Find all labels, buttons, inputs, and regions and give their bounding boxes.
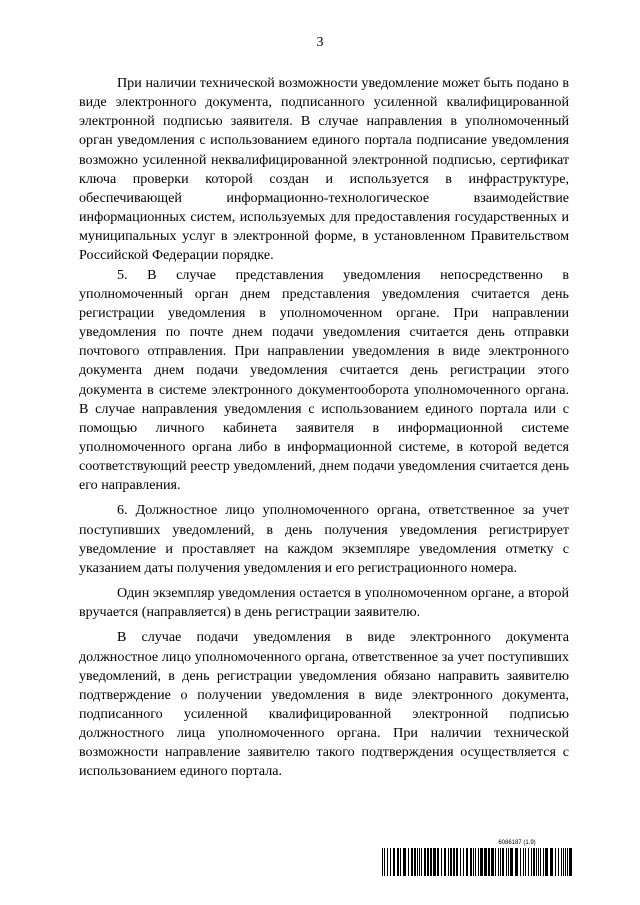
barcode-bar bbox=[528, 848, 529, 876]
barcode-bar bbox=[478, 848, 479, 876]
barcode-bar bbox=[488, 848, 490, 876]
barcode-bar bbox=[555, 848, 556, 876]
barcode-bar bbox=[561, 848, 562, 876]
barcode-bar bbox=[502, 848, 504, 876]
barcode-bar bbox=[538, 848, 539, 876]
paragraph-copy-delivery: Один экземпляр уведомления остается в уполномоченном органе, а второй вручается (направляется) в день регистрации заявителю. bbox=[79, 585, 569, 621]
barcode-bar bbox=[466, 848, 468, 876]
barcode-bar bbox=[421, 848, 422, 876]
barcode-bar bbox=[480, 848, 483, 876]
barcode-bar bbox=[453, 848, 455, 876]
barcode-bar bbox=[430, 848, 432, 876]
barcode-bar bbox=[484, 848, 487, 876]
barcode-bar bbox=[515, 848, 518, 876]
barcode-bar bbox=[384, 848, 385, 876]
barcode-bar bbox=[500, 848, 501, 876]
barcode-bar bbox=[491, 848, 494, 876]
barcode-icon bbox=[382, 848, 572, 876]
barcode-bar bbox=[545, 848, 548, 876]
barcode-bar bbox=[536, 848, 537, 876]
barcode-bar bbox=[460, 848, 461, 876]
barcode-bar bbox=[550, 848, 553, 876]
barcode-bar bbox=[473, 848, 474, 876]
barcode-bar bbox=[441, 848, 442, 876]
barcode-bar bbox=[444, 848, 446, 876]
barcode-bar bbox=[419, 848, 420, 876]
barcode-bar bbox=[437, 848, 439, 876]
barcode-bar bbox=[533, 848, 535, 876]
barcode-bar bbox=[456, 848, 458, 876]
barcode-bar bbox=[569, 848, 572, 876]
paragraph-electronic-confirmation: В случае подачи уведомления в виде электронного документа должностное лицо уполномоченного органа, ответственное за учет поступивших уведомлений, в день регистрации уведомления обязано направить заявителю подтверждение о получении уведомления в виде электронного документа, подписанного усиленной квалифицированной электронной подписью должностного лица уполномоченного органа. При наличии технической возможности направление заявителю такого подтверждения осуществляется с использованием единого портала. bbox=[79, 629, 569, 780]
barcode-bar bbox=[510, 848, 513, 876]
document-code: 6086187 (1.9) bbox=[498, 840, 536, 846]
barcode-bar bbox=[393, 848, 395, 876]
barcode-bar bbox=[382, 848, 383, 876]
barcode-bar bbox=[417, 848, 418, 876]
barcode-bar bbox=[397, 848, 399, 876]
barcode-bar bbox=[543, 848, 544, 876]
barcode-bar bbox=[450, 848, 452, 876]
barcode-bar bbox=[563, 848, 564, 876]
paragraph-item-5: 5. В случае представления уведомления непосредственно в уполномоченный орган днем представления уведомления считается день регистрации уведомления в уполномоченном органе. При направлении уведомления по почте днем подачи уведомления считается день отправки почтового отправления. При направлении уведомления в виде электронного документа днем подачи уведомления считается день регистрации этого документа в системе электронного документооборота уполномоченного органа. В случае направления уведомления с использованием единого портала или с помощью личного кабинета заявителя в информационной системе уполномоченного органа либо в информационной системе, в которой ведется соответствующий реестр уведомлений, днем подачи уведомления считается день его направления. bbox=[79, 266, 569, 494]
barcode-bar bbox=[508, 848, 509, 876]
barcode-bar bbox=[498, 848, 499, 876]
barcode-bar bbox=[565, 848, 566, 876]
barcode-bar bbox=[427, 848, 429, 876]
barcode-bar bbox=[387, 848, 388, 876]
page-number: 3 bbox=[316, 35, 324, 50]
barcode-bar bbox=[403, 848, 406, 876]
barcode-bar bbox=[470, 848, 472, 876]
barcode-bar bbox=[411, 848, 413, 876]
barcode-bar bbox=[424, 848, 426, 876]
barcode-bar bbox=[448, 848, 449, 876]
document-body bbox=[79, 74, 569, 782]
barcode-bar bbox=[558, 848, 559, 876]
barcode-bar bbox=[495, 848, 496, 876]
barcode-bar bbox=[520, 848, 521, 876]
barcode-bar bbox=[506, 848, 507, 876]
barcode-bar bbox=[433, 848, 436, 876]
barcode-bar bbox=[390, 848, 391, 876]
barcode-bar bbox=[523, 848, 524, 876]
barcode-bar bbox=[525, 848, 526, 876]
barcode-bar bbox=[567, 848, 568, 876]
barcode-bar bbox=[531, 848, 532, 876]
barcode-bar bbox=[540, 848, 541, 876]
barcode-bar bbox=[475, 848, 476, 876]
paragraph-item-6: 6. Должностное лицо уполномоченного органа, ответственное за учет поступивших уведомлений, в день получения уведомления регистрирует уведомление и проставляет на каждом экземпляре уведомления отметку с указанием даты получения уведомления и его регистрационного номера. bbox=[79, 502, 569, 576]
barcode-bar bbox=[414, 848, 416, 876]
barcode-bar bbox=[463, 848, 464, 876]
barcode-bar bbox=[408, 848, 409, 876]
paragraph-electronic-signature: При наличии технической возможности уведомление может быть подано в виде электронного документа, подписанного усиленной квалифицированной электронной подписью заявителя. В случае направления в уполномоченный орган уведомления с использованием единого портала подписание уведомления возможно усиленной неквалифицированной электронной подписью, сертификат ключа проверки которой создан и используется в инфраструктуре, обеспечивающей информационно-технологическое взаимодействие информационных систем, используемых для предоставления государственных и муниципальных услуг в электронной форме, в установленном Правительством Российской Федерации порядке. bbox=[79, 75, 569, 264]
barcode-bar bbox=[400, 848, 401, 876]
